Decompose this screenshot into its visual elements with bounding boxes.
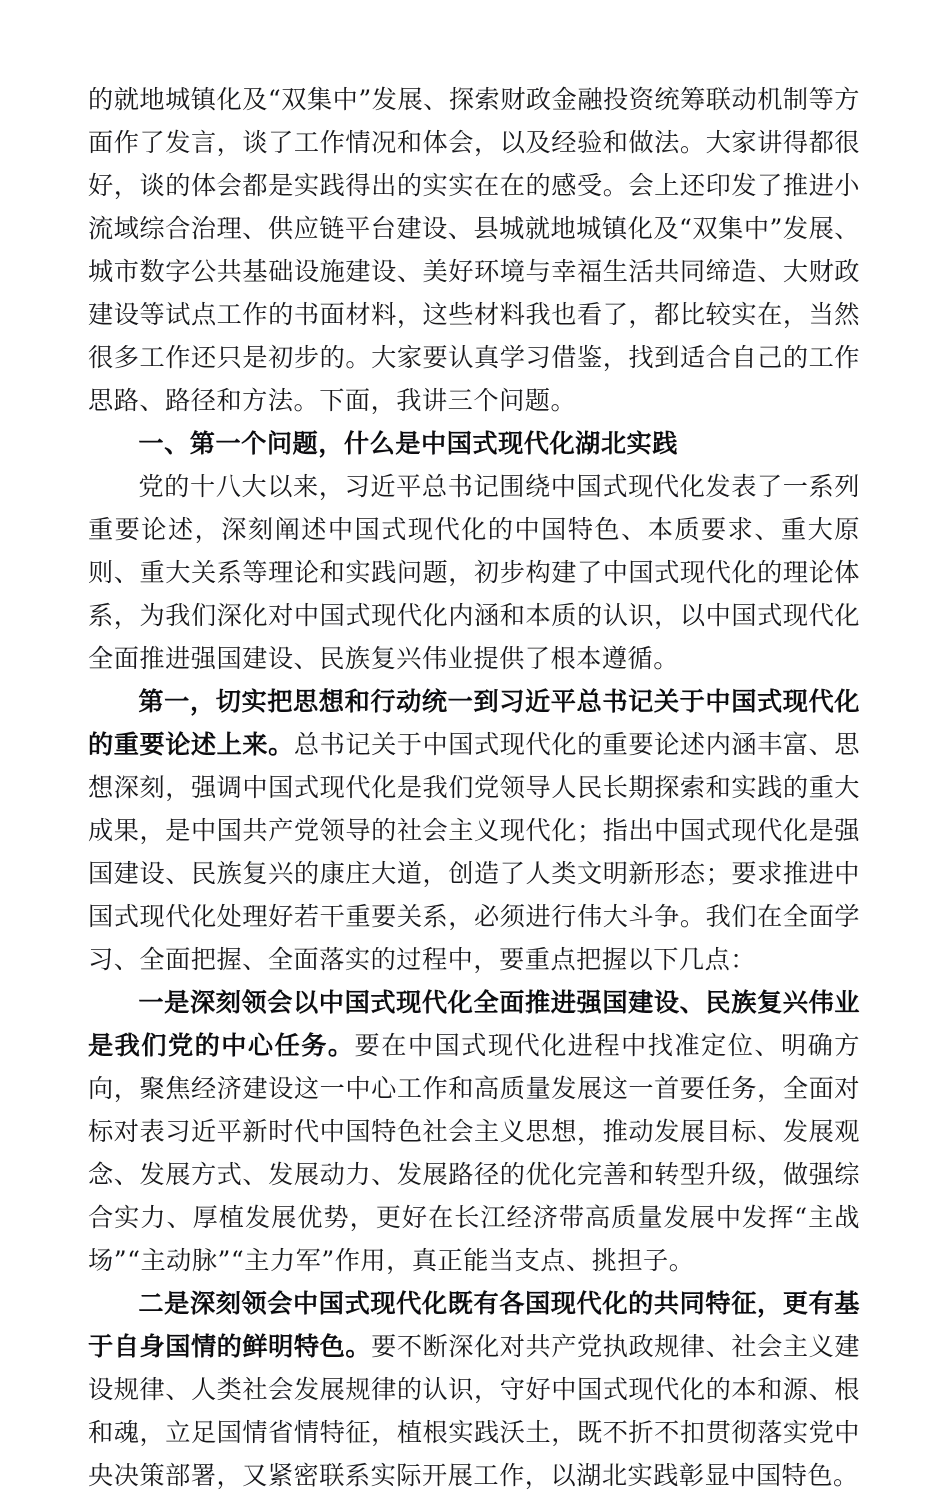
paragraph-4 xyxy=(88,981,860,1282)
paragraph-3 xyxy=(88,680,860,981)
paragraph-5-tail: 要不断深化对共产党执政规律、社会主义建设规律、人类社会发展规律的认识，守好中国式现代化的本和源、根和魂，立足国情省情特征，植根实践沃土，既不折不扣贯彻落实党中央决策部署，又紧密联系实际开展工作，以湖北实践彰显中国特色。 xyxy=(88,1332,861,1490)
paragraph-5 xyxy=(88,1282,860,1497)
paragraph-4-lead: 一是深刻领会以中国式现代化全面推进强国建设、民族复兴伟业是我们党的中心任务。 xyxy=(88,987,860,1060)
section-heading-1: 一、第一个问题，什么是中国式现代化湖北实践 xyxy=(138,428,678,458)
paragraph-3-lead: 第一，切实把思想和行动统一到习近平总书记关于中国式现代化的重要论述上来。 xyxy=(88,686,860,759)
paragraph-3-tail: 总书记关于中国式现代化的重要论述内涵丰富、思想深刻，强调中国式现代化是我们党领导人民长期探索和实践的重大成果，是中国共产党领导的社会主义现代化；指出中国式现代化是强国建设、民族复兴的康庄大道，创造了人类文明新形态；要求推进中国式现代化处理好若干重要关系，必须进行伟大斗争。我们在全面学习、全面把握、全面落实的过程中，要重点把握以下几点： xyxy=(88,730,860,974)
paragraph-4-tail: 要在中国式现代化进程中找准定位、明确方向，聚焦经济建设这一中心工作和高质量发展这一首要任务，全面对标对表习近平新时代中国特色社会主义思想，推动发展目标、发展观念、发展方式、发展动力、发展路径的优化完善和转型升级，做强综合实力、厚植发展优势，更好在长江经济带高质量发展中发挥“主战场”“主动脉”“主力军”作用，真正能当支点、挑担子。 xyxy=(88,1031,861,1275)
paragraph-continuation: 的就地城镇化及“双集中”发展、探索财政金融投资统筹联动机制等方面作了发言，谈了工作情况和体会，以及经验和做法。大家讲得都很好，谈的体会都是实践得出的实实在在的感受。会上还印发了推进小流域综合治理、供应链平台建设、县城就地城镇化及“双集中”发展、城市数字公共基础设施建设、美好环境与幸福生活共同缔造、大财政建设等试点工作的书面材料，这些材料我也看了，都比较实在，当然很多工作还只是初步的。大家要认真学习借鉴，找到适合自己的工作思路、路径和方法。下面，我讲三个问题。 xyxy=(88,85,860,415)
document-body xyxy=(88,78,860,1497)
paragraph-5-lead: 二是深刻领会中国式现代化既有各国现代化的共同特征，更有基于自身国情的鲜明特色。 xyxy=(88,1288,860,1361)
paragraph-2: 党的十八大以来，习近平总书记围绕中国式现代化发表了一系列重要论述，深刻阐述中国式现代化的中国特色、本质要求、重大原则、重大关系等理论和实践问题，初步构建了中国式现代化的理论体系，为我们深化对中国式现代化内涵和本质的认识，以中国式现代化全面推进强国建设、民族复兴伟业提供了根本遵循。 xyxy=(88,472,860,673)
